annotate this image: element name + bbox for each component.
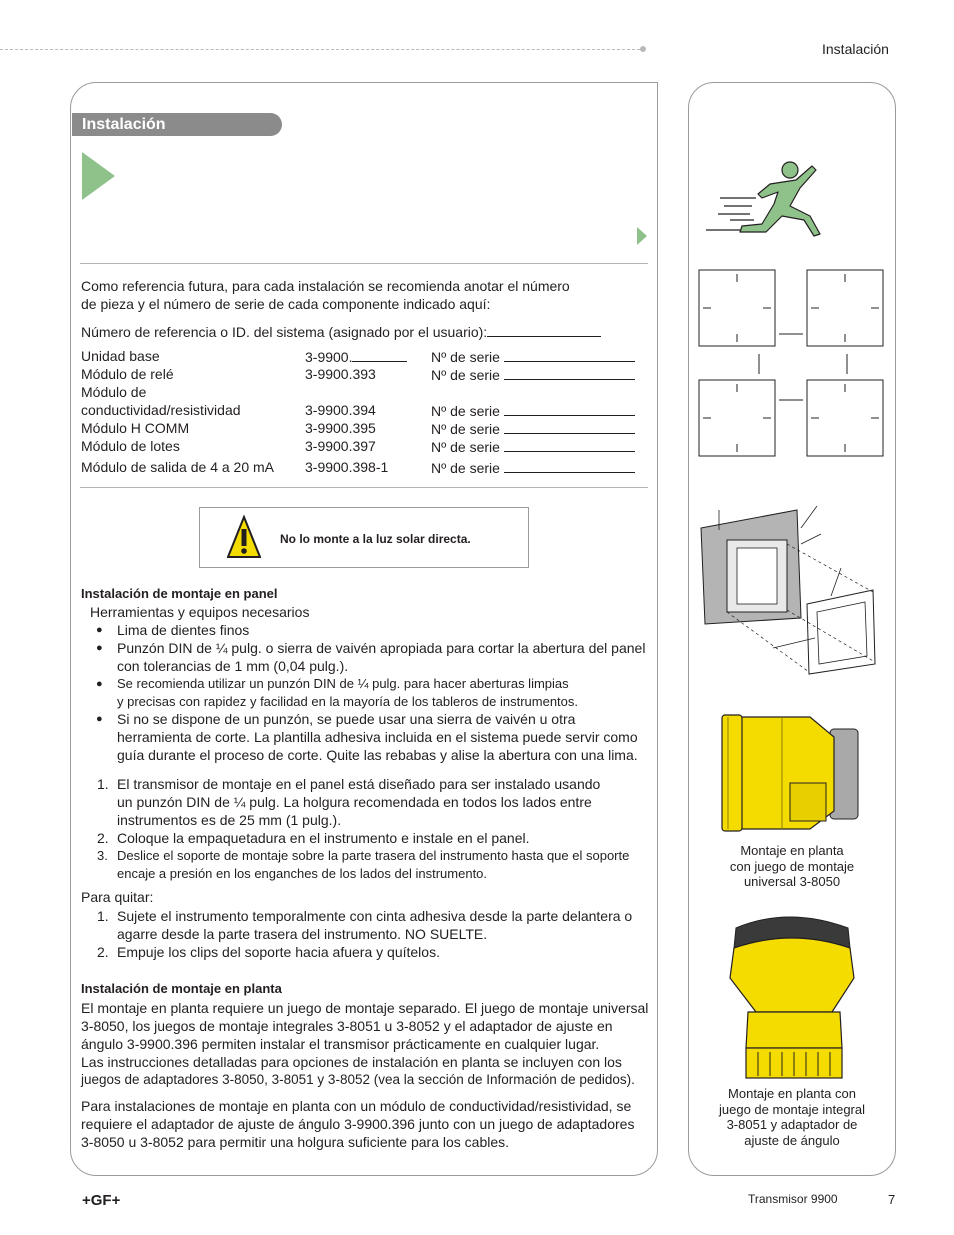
bullet-text: Se recomienda utilizar un punzón DIN de ¼ pulg. para hacer aberturas limpias xyxy=(117,676,569,691)
part-number: 3-9900. xyxy=(305,347,407,366)
warning-text: No lo monte a la luz solar directa. xyxy=(280,532,471,546)
paragraph-line: requiere el adaptador de ajuste de ángulo 3-9900.396 junto con un juego de adaptadores xyxy=(81,1116,635,1132)
header-section-title: Instalación xyxy=(822,41,889,57)
step-text: Deslice el soporte de montaje sobre la parte trasera del instrumento hasta que el soporte xyxy=(117,848,630,863)
caption-line: con juego de montaje xyxy=(729,858,855,874)
serial-number-field[interactable] xyxy=(504,365,635,380)
component-name: conductividad/resistividad xyxy=(81,402,241,418)
part-number-field[interactable] xyxy=(352,347,407,362)
tools-label: Herramientas y equipos necesarios xyxy=(90,604,310,620)
caption-line: ajuste de ángulo xyxy=(744,1132,840,1148)
caption-line: juego de montaje integral xyxy=(719,1101,865,1117)
step-text: Empuje los clips del soporte hacia afuera y quítelos. xyxy=(117,944,440,960)
ref-id-label: Número de referencia o ID. del sistema (asignado por el usuario): xyxy=(81,322,601,341)
panel-mount-illustration xyxy=(697,500,889,680)
paragraph-line: 3-8050, los juegos de montaje integrales 3-8051 u 3-8052 y el adaptador de ajuste en xyxy=(81,1018,613,1034)
serial-number-label: Nº de serie xyxy=(431,401,635,420)
bullet-text: guía durante el proceso de corte. Quite las rebabas y alise la abertura con una lima. xyxy=(117,747,638,763)
part-number: 3-9900.395 xyxy=(305,420,376,436)
page-number: 7 xyxy=(888,1192,896,1207)
warning-icon xyxy=(227,515,261,559)
header-dot xyxy=(640,46,646,52)
caption-line: Montaje en planta con xyxy=(728,1086,856,1101)
component-name: Módulo de xyxy=(81,384,147,400)
serial-number-label: Nº de serie xyxy=(431,347,635,366)
step-number: 2. xyxy=(97,944,109,960)
mounting-kit-3-8050-image xyxy=(718,713,864,833)
mounting-kit-3-8051-image xyxy=(722,908,862,1084)
bullet-text: herramienta de corte. La plantilla adhesiva incluida en el sistema puede servir como xyxy=(117,729,638,745)
bullet-text: y precisas con rapidez y facilidad en la mayoría de los tableros de instrumentos. xyxy=(117,694,579,709)
bullet-dot-icon: ● xyxy=(96,642,103,654)
step-number: 2. xyxy=(97,830,109,846)
bullet-dot-icon: ● xyxy=(96,713,103,725)
small-arrow-icon xyxy=(637,227,647,245)
running-figure-icon xyxy=(700,158,830,244)
bullet-text: Si no se dispone de un punzón, se puede usar una sierra de vaivén u otra xyxy=(117,711,576,727)
arrow-icon xyxy=(82,152,115,200)
step-text: un punzón DIN de ¼ pulg. La holgura recomendada en todos los lados entre xyxy=(117,794,592,810)
paragraph-line: El montaje en planta requiere un juego de montaje separado. El juego de montaje universal xyxy=(81,1000,649,1016)
bullet-text: Lima de dientes finos xyxy=(117,622,250,638)
part-number: 3-9900.398-1 xyxy=(305,459,389,475)
serial-number-field[interactable] xyxy=(504,347,635,362)
bullet-text: con tolerancias de 1 mm (0,04 pulg.). xyxy=(117,658,349,674)
component-name: Módulo H COMM xyxy=(81,420,190,436)
component-name: Módulo de lotes xyxy=(81,438,180,454)
bullet-dot-icon: ● xyxy=(96,624,103,636)
paragraph-line: Las instrucciones detalladas para opciones de instalación en planta se incluyen con los xyxy=(81,1054,622,1070)
paragraph-line: ángulo 3-9900.396 permiten instalar el transmisor prácticamente en cualquier lugar. xyxy=(81,1036,600,1052)
serial-number-field[interactable] xyxy=(504,437,635,452)
warning-box xyxy=(199,507,529,568)
step-number: 1. xyxy=(97,908,109,924)
panel-mount-heading: Instalación de montaje en panel xyxy=(81,586,278,601)
field-mount-heading: Instalación de montaje en planta xyxy=(81,981,282,996)
kit-3-8051-caption xyxy=(704,1086,880,1148)
paragraph-line: juegos de adaptadores 3-8050, 3-8051 y 3-8052 (vea la sección de Información de pedidos). xyxy=(81,1072,635,1087)
step-text: instrumentos es de 25 mm (1 pulg.). xyxy=(117,812,342,828)
serial-number-label: Nº de serie xyxy=(431,458,635,477)
divider xyxy=(80,263,648,264)
page-title: Instalación xyxy=(72,113,282,136)
panel-cutout-diagram xyxy=(697,268,889,458)
caption-line: Montaje en planta xyxy=(740,843,844,858)
step-text: agarre desde la parte trasera del instrumento. NO SUELTE. xyxy=(117,926,488,942)
divider xyxy=(80,487,648,488)
part-number: 3-9900.397 xyxy=(305,438,376,454)
part-number: 3-9900.393 xyxy=(305,366,376,382)
step-text: Sujete el instrumento temporalmente con cinta adhesiva desde la parte delantera o xyxy=(117,908,633,924)
step-text: El transmisor de montaje en el panel está diseñado para ser instalado usando xyxy=(117,776,601,792)
gf-logo: +GF+ xyxy=(82,1192,121,1209)
caption-line: 3-8051 y adaptador de xyxy=(726,1117,858,1132)
serial-number-label: Nº de serie xyxy=(431,419,635,438)
bullet-dot-icon: ● xyxy=(96,678,103,690)
caption-line: universal 3-8050 xyxy=(743,874,841,889)
component-name: Módulo de relé xyxy=(81,366,174,382)
serial-number-field[interactable] xyxy=(504,401,635,416)
step-text: encaje a presión en los enganches de los lados del instrumento. xyxy=(117,866,488,881)
paragraph-line: 3-8050 u 3-8052 para permitir una holgura suficiente para los cables. xyxy=(81,1134,510,1150)
component-name: Módulo de salida de 4 a 20 mA xyxy=(81,459,275,475)
paragraph-line: Para instalaciones de montaje en planta con un módulo de conductividad/resistividad, se xyxy=(81,1098,632,1114)
step-number: 1. xyxy=(97,776,109,792)
serial-number-field[interactable] xyxy=(504,458,635,473)
intro-line-2: de pieza y el número de serie de cada componente indicado aquí: xyxy=(81,296,491,312)
part-number: 3-9900.394 xyxy=(305,402,376,418)
ref-id-field[interactable] xyxy=(487,322,601,337)
component-name: Unidad base xyxy=(81,348,160,364)
footer-document-title: Transmisor 9900 xyxy=(748,1192,838,1206)
remove-label: Para quitar: xyxy=(81,889,154,905)
kit-3-8050-caption xyxy=(704,843,880,890)
intro-line-1: Como referencia futura, para cada instalación se recomienda anotar el número xyxy=(81,278,570,294)
serial-number-label: Nº de serie xyxy=(431,365,635,384)
step-number: 3. xyxy=(97,848,108,863)
bullet-text: Punzón DIN de ¼ pulg. o sierra de vaivén apropiada para cortar la abertura del panel xyxy=(117,640,646,656)
serial-number-label: Nº de serie xyxy=(431,437,635,456)
step-text: Coloque la empaquetadura en el instrumento e instale en el panel. xyxy=(117,830,530,846)
serial-number-field[interactable] xyxy=(504,419,635,434)
header-rule xyxy=(0,49,640,50)
